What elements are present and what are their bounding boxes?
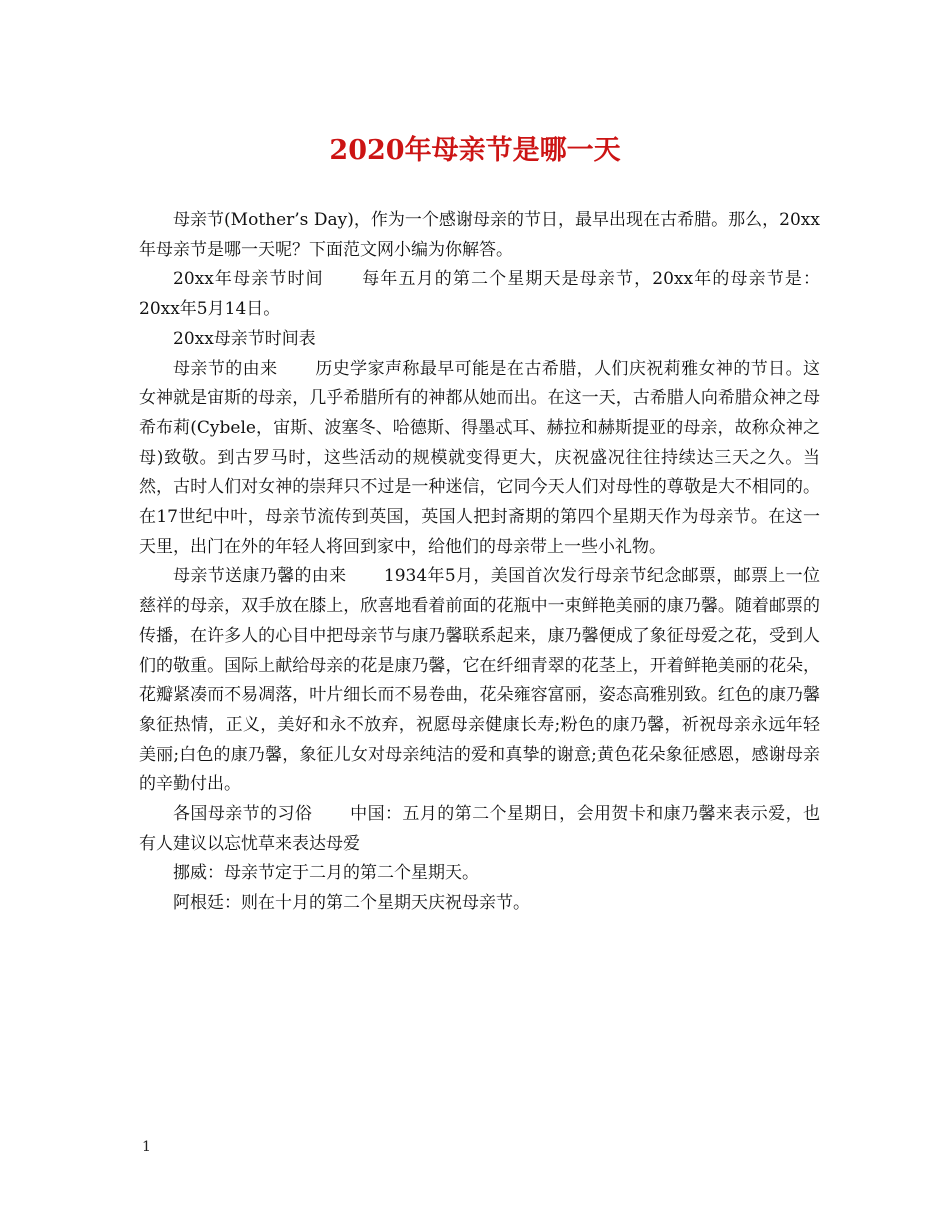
- section-heading: 母亲节的由来: [173, 358, 278, 379]
- paragraph-text: 每年五月的第二个星期天是母亲节，20xx年的母亲节是：20xx年5月14日。: [139, 269, 820, 320]
- paragraph-text: 20xx母亲节时间表: [173, 328, 316, 349]
- paragraph-text: 阿根廷：则在十月的第二个星期天庆祝母亲节。: [173, 893, 530, 914]
- paragraph-origin: [139, 355, 820, 563]
- document-body: [139, 206, 820, 919]
- section-heading: 20xx年母亲节时间: [173, 269, 324, 290]
- paragraph-schedule: [139, 325, 820, 355]
- paragraph-argentina: [139, 889, 820, 919]
- page-number: 1: [142, 1139, 151, 1155]
- section-heading: 各国母亲节的习俗: [173, 804, 313, 825]
- paragraph-carnation: [139, 562, 820, 800]
- paragraph-text: 1934年5月，美国首次发行母亲节纪念邮票，邮票上一位慈祥的母亲，双手放在膝上，欣喜地看着前面的花瓶中一束鲜艳美丽的康乃馨。随着邮票的传播，在许多人的心目中把母亲节与康乃馨联系起来，康乃馨便成了象征母爱之花，受到人们的敬重。国际上献给母亲的花是康乃馨，它在纤细青翠的花茎上，开着鲜艳美丽的花朵，花瓣紧凑而不易凋落，叶片细长而不易卷曲，花朵雍容富丽，姿态高雅别致。红色的康乃馨象征热情，正义，美好和永不放弃，祝愿母亲健康长寿;粉色的康乃馨，祈祝母亲永远年轻美丽;白色的康乃馨，象征儿女对母亲纯洁的爱和真挚的谢意;黄色花朵象征感恩，感谢母亲的辛勤付出。: [139, 566, 820, 795]
- paragraph-customs: [139, 800, 820, 859]
- paragraph-text: 母亲节(Mother’s Day)，作为一个感谢母亲的节日，最早出现在古希腊。那么，20xx年母亲节是哪一天呢？下面范文网小编为你解答。: [139, 210, 820, 260]
- section-heading: 母亲节送康乃馨的由来: [173, 566, 347, 587]
- paragraph-text: 历史学家声称最早可能是在古希腊，人们庆祝莉雅女神的节日。这女神就是宙斯的母亲，几乎希腊所有的神都从她而出。在这一天，古希腊人向希腊众神之母希布莉(Cybele，宙斯、波塞冬、哈德斯、得墨忒耳、赫拉和赫斯提亚的母亲，故称众神之母)致敬。到古罗马时，这些活动的规模就变得更大，庆祝盛况往往持续达三天之久。当然，古时人们对女神的崇拜只不过是一种迷信，它同今天人们对母性的尊敬是大不相同的。在17世纪中叶，母亲节流传到英国，英国人把封斋期的第四个星期天作为母亲节。在这一天里，出门在外的年轻人将回到家中，给他们的母亲带上一些小礼物。: [139, 358, 821, 557]
- paragraph-text: 中国：五月的第二个星期日，会用贺卡和康乃馨来表示爱，也有人建议以忘忧草来表达母爱: [139, 804, 821, 854]
- paragraph-text: 挪威：母亲节定于二月的第二个星期天。: [173, 863, 479, 884]
- paragraph-intro: [139, 206, 820, 265]
- document-title: 2020年母亲节是哪一天: [329, 135, 621, 166]
- paragraph-date: [139, 265, 820, 324]
- paragraph-norway: [139, 859, 820, 889]
